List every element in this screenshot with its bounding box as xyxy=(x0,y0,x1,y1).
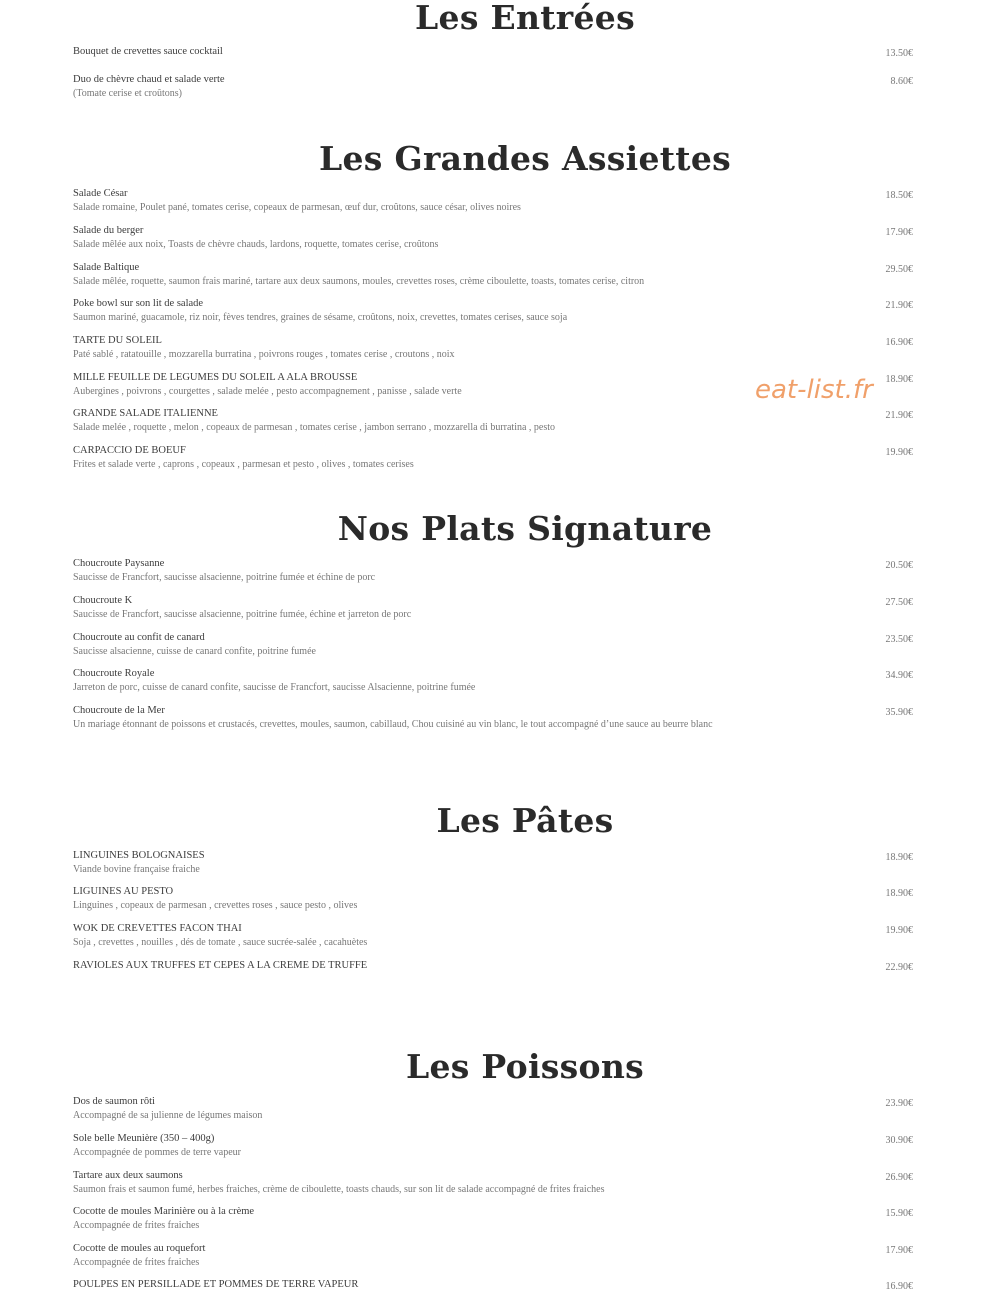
item-price: 16.90€ xyxy=(885,1281,913,1292)
item-name: Salade César xyxy=(73,188,128,199)
item-price: 34.90€ xyxy=(885,670,913,681)
menu-item xyxy=(73,74,913,108)
menu-item xyxy=(73,558,913,592)
item-description: Un mariage étonnant de poissons et crustacés, crevettes, moules, saumon, cabillaud, Chou cuisiné au vin blanc, le tout accompagné d’une sauce au beurre blanc xyxy=(73,719,713,730)
item-description: Salade mêlée aux noix, Toasts de chèvre chauds, lardons, roquette, tomates cerise, croûtons xyxy=(73,239,439,250)
section-title: Les Poissons xyxy=(405,1047,645,1086)
item-description: Saucisse alsacienne, cuisse de canard confite, poitrine fumée xyxy=(73,646,316,657)
item-price: 22.90€ xyxy=(885,962,913,973)
item-description: (Tomate cerise et croûtons) xyxy=(73,88,182,99)
item-name: GRANDE SALADE ITALIENNE xyxy=(73,408,218,419)
item-price: 8.60€ xyxy=(890,76,913,87)
menu-item xyxy=(73,188,913,222)
item-description: Salade mêlée, roquette, saumon frais mariné, tartare aux deux saumons, moules, crevettes roses, crème ciboulette, toasts, tomates cerise, citron xyxy=(73,276,645,287)
item-description: Saumon mariné, guacamole, riz noir, fèves tendres, graines de sésame, croûtons, noix, crevettes, tomates cerises, sauce soja xyxy=(73,312,568,323)
item-price: 18.90€ xyxy=(885,888,913,899)
menu-item xyxy=(73,298,913,332)
item-description: Linguines , copeaux de parmesan , crevettes roses , sauce pesto , olives xyxy=(73,900,358,911)
menu-item xyxy=(73,335,913,369)
item-description: Accompagné de sa julienne de légumes maison xyxy=(73,1110,263,1121)
section-title: Les Grandes Assiettes xyxy=(319,139,731,178)
item-price: 23.50€ xyxy=(885,634,913,645)
item-name: Bouquet de crevettes sauce cocktail xyxy=(73,46,223,57)
item-name: LINGUINES BOLOGNAISES xyxy=(73,850,205,861)
item-name: Choucroute Royale xyxy=(73,668,155,679)
item-name: Dos de saumon rôti xyxy=(73,1096,155,1107)
item-price: 17.90€ xyxy=(885,1245,913,1256)
menu-item xyxy=(73,1096,913,1130)
item-name: MILLE FEUILLE DE LEGUMES DU SOLEIL A ALA BROUSSE xyxy=(73,372,358,383)
menu-item xyxy=(73,445,913,479)
item-price: 18.90€ xyxy=(885,852,913,863)
item-description: Saucisse de Francfort, saucisse alsacienne, poitrine fumée, échine et jarreton de porc xyxy=(73,609,412,620)
item-description: Saucisse de Francfort, saucisse alsacienne, poitrine fumée et échine de porc xyxy=(73,572,376,583)
item-price: 30.90€ xyxy=(885,1135,913,1146)
menu-item xyxy=(73,408,913,442)
item-price: 17.90€ xyxy=(885,227,913,238)
menu-item xyxy=(73,632,913,666)
item-name: Choucroute Paysanne xyxy=(73,558,165,569)
item-price: 19.90€ xyxy=(885,925,913,936)
menu-item xyxy=(73,923,913,957)
item-description: Accompagnée de frites fraiches xyxy=(73,1220,200,1231)
item-name: Choucroute K xyxy=(73,595,133,606)
item-description: Accompagnée de frites fraiches xyxy=(73,1257,200,1268)
item-name: Salade du berger xyxy=(73,225,144,236)
item-price: 20.50€ xyxy=(885,560,913,571)
section-title: Nos Plats Signature xyxy=(337,509,713,548)
menu-item xyxy=(73,705,913,739)
menu-item xyxy=(73,262,913,296)
item-price: 26.90€ xyxy=(885,1172,913,1183)
item-name: Choucroute au confit de canard xyxy=(73,632,205,643)
item-name: Poke bowl sur son lit de salade xyxy=(73,298,204,309)
item-description: Saumon frais et saumon fumé, herbes fraiches, crème de ciboulette, toasts chauds, sur son lit de salade accompagné de frites fraiches xyxy=(73,1184,605,1195)
item-name: Duo de chèvre chaud et salade verte xyxy=(73,74,225,85)
item-description: Jarreton de porc, cuisse de canard confite, saucisse de Francfort, saucisse Alsacienne, poitrine fumée xyxy=(73,682,476,693)
menu-item xyxy=(73,1170,913,1204)
item-name: Choucroute de la Mer xyxy=(73,705,165,716)
item-price: 23.90€ xyxy=(885,1098,913,1109)
item-price: 16.90€ xyxy=(885,337,913,348)
menu-item xyxy=(73,1133,913,1167)
item-price: 19.90€ xyxy=(885,447,913,458)
item-name: RAVIOLES AUX TRUFFES ET CEPES A LA CREME DE TRUFFE xyxy=(73,960,368,971)
item-description: Viande bovine française fraiche xyxy=(73,864,200,875)
menu-item xyxy=(73,1279,913,1297)
item-description: Salade melée , roquette , melon , copeaux de parmesan , tomates cerise , jambon serrano , mozzarella di burratina , pesto xyxy=(73,422,556,433)
item-price: 13.50€ xyxy=(885,48,913,59)
item-name: POULPES EN PERSILLADE ET POMMES DE TERRE VAPEUR xyxy=(73,1279,359,1290)
item-description: Salade romaine, Poulet pané, tomates cerise, copeaux de parmesan, œuf dur, croûtons, sauce césar, olives noires xyxy=(73,202,521,213)
item-name: TARTE DU SOLEIL xyxy=(73,335,162,346)
item-name: Tartare aux deux saumons xyxy=(73,1170,183,1181)
item-name: Cocotte de moules au roquefort xyxy=(73,1243,206,1254)
item-name: LIGUINES AU PESTO xyxy=(73,886,174,897)
item-price: 21.90€ xyxy=(885,300,913,311)
menu-item xyxy=(73,595,913,629)
item-name: Salade Baltique xyxy=(73,262,140,273)
menu-item xyxy=(73,850,913,884)
item-description: Paté sablé , ratatouille , mozzarella burratina , poivrons rouges , tomates cerise , croutons , noix xyxy=(73,349,455,360)
item-name: CARPACCIO DE BOEUF xyxy=(73,445,186,456)
menu-item xyxy=(73,886,913,920)
item-price: 29.50€ xyxy=(885,264,913,275)
menu-item xyxy=(73,1206,913,1240)
section-title: Les Entrées xyxy=(415,0,635,37)
item-description: Aubergines , poivrons , courgettes , salade melée , pesto accompagnement , panisse , salade verte xyxy=(73,386,462,397)
item-price: 18.50€ xyxy=(885,190,913,201)
item-name: Sole belle Meunière (350 – 400g) xyxy=(73,1133,215,1144)
item-name: Cocotte de moules Marinière ou à la crème xyxy=(73,1206,255,1217)
item-description: Frites et salade verte , caprons , copeaux , parmesan et pesto , olives , tomates cerises xyxy=(73,459,414,470)
menu-item xyxy=(73,1243,913,1277)
menu-item xyxy=(73,668,913,702)
item-price: 18.90€ xyxy=(885,374,913,385)
item-description: Soja , crevettes , nouilles , dés de tomate , sauce sucrée-salée , cacahuètes xyxy=(73,937,368,948)
menu-item xyxy=(73,225,913,259)
watermark-logo: eat-list.fr xyxy=(755,375,873,405)
item-description: Accompagnée de pommes de terre vapeur xyxy=(73,1147,241,1158)
item-price: 35.90€ xyxy=(885,707,913,718)
item-price: 15.90€ xyxy=(885,1208,913,1219)
item-price: 27.50€ xyxy=(885,597,913,608)
section-title: Les Pâtes xyxy=(436,801,614,840)
item-name: WOK DE CREVETTES FACON THAI xyxy=(73,923,242,934)
item-price: 21.90€ xyxy=(885,410,913,421)
menu-item xyxy=(73,960,913,994)
